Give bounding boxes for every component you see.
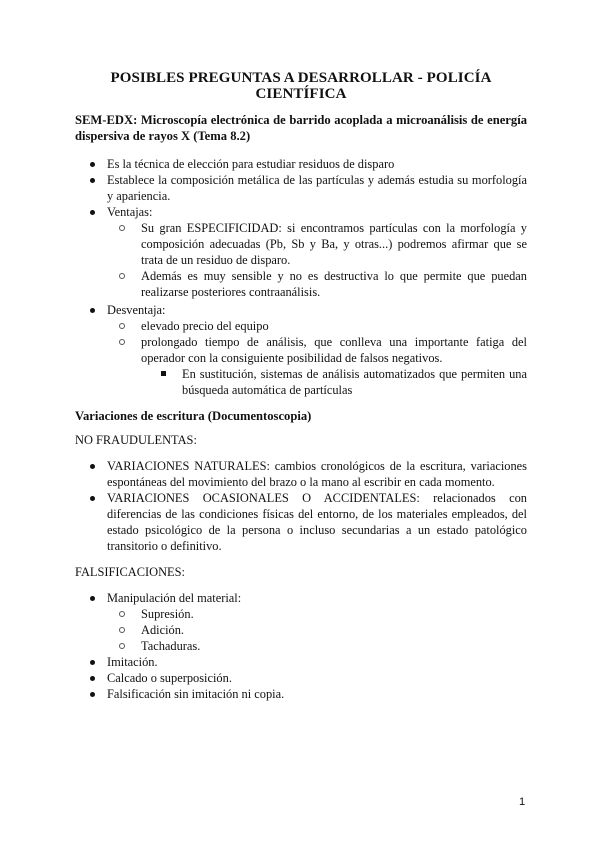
list-item <box>75 638 527 654</box>
list-item-text: Falsificación sin imitación ni copia. <box>107 687 285 701</box>
no-fraud-list <box>75 458 527 554</box>
list-item <box>75 622 527 638</box>
list-item <box>75 334 527 366</box>
list-item-text: Ventajas: <box>107 205 153 219</box>
sem-list <box>75 156 527 398</box>
list-item-text: Su gran ESPECIFICIDAD: si encontramos partículas con la morfología y composición adecuadas (Pb, Sb y Ba, y otras...) podremos afirmar que se trata de un residuo de disparo. <box>141 221 527 267</box>
bullet-icon <box>90 496 95 501</box>
list-item-text: VARIACIONES NATURALES: cambios cronológicos de la escritura, variaciones espontáneas del movimiento del brazo o la mano al escribir en cada momento. <box>107 459 527 489</box>
bullet-icon <box>90 660 95 665</box>
circle-bullet-icon <box>119 273 125 279</box>
list-item <box>75 490 527 554</box>
section-heading-variaciones: Variaciones de escritura (Documentoscopia) <box>75 409 312 423</box>
list-item <box>75 302 527 318</box>
list-item-text: Imitación. <box>107 655 158 669</box>
subheading-falsificaciones: FALSIFICACIONES: <box>75 565 185 579</box>
circle-bullet-icon <box>119 323 125 329</box>
page-title: POSIBLES PREGUNTAS A DESARROLLAR - POLICÍA CIENTÍFICA <box>110 70 492 102</box>
list-item <box>75 156 527 172</box>
list-item-text: En sustitución, sistemas de análisis automatizados que permiten una búsqueda automática de partículas <box>182 367 527 397</box>
bullet-icon <box>90 692 95 697</box>
section-heading-sem-edx: SEM-EDX: Microscopía electrónica de barrido acoplada a microanálisis de energía dispersiva de rayos X (Tema 8.2) <box>75 113 527 143</box>
list-item-text: Desventaja: <box>107 303 166 317</box>
list-item <box>75 458 527 490</box>
circle-bullet-icon <box>119 611 125 617</box>
square-bullet-icon <box>161 371 166 376</box>
list-item <box>75 220 527 268</box>
list-item <box>75 204 527 220</box>
list-item-text: Supresión. <box>141 607 194 621</box>
bullet-icon <box>90 676 95 681</box>
list-item <box>75 318 527 334</box>
bullet-icon <box>90 178 95 183</box>
list-item-text: elevado precio del equipo <box>141 319 269 333</box>
list-item <box>75 590 527 606</box>
list-item-text: Tachaduras. <box>141 639 201 653</box>
list-item-text: prolongado tiempo de análisis, que conlleva una importante fatiga del operador con la consiguiente posibilidad de falsos negativos. <box>141 335 527 365</box>
list-item-text: Además es muy sensible y no es destructiva lo que permite que puedan realizarse posteriores contraanálisis. <box>141 269 527 299</box>
list-item-text: Manipulación del material: <box>107 591 242 605</box>
list-item <box>75 366 527 398</box>
page-number: 1 <box>519 796 526 808</box>
list-item <box>75 606 527 622</box>
circle-bullet-icon <box>119 627 125 633</box>
bullet-icon <box>90 596 95 601</box>
bullet-icon <box>90 464 95 469</box>
bullet-icon <box>90 210 95 215</box>
bullet-icon <box>90 308 95 313</box>
subheading-no-fraudulentas: NO FRAUDULENTAS: <box>75 433 197 447</box>
circle-bullet-icon <box>119 225 125 231</box>
list-item-text: Calcado o superposición. <box>107 671 232 685</box>
list-item <box>75 268 527 300</box>
falsif-list <box>75 590 527 702</box>
list-item-text: Es la técnica de elección para estudiar residuos de disparo <box>107 157 395 171</box>
list-item <box>75 172 527 204</box>
list-item-text: Adición. <box>141 623 185 637</box>
list-item <box>75 686 527 702</box>
bullet-icon <box>90 162 95 167</box>
list-item <box>75 654 527 670</box>
circle-bullet-icon <box>119 339 125 345</box>
document-page <box>75 70 527 702</box>
circle-bullet-icon <box>119 643 125 649</box>
list-item-text: Establece la composición metálica de las partículas y además estudia su morfología y apariencia. <box>107 173 527 203</box>
list-item-text: VARIACIONES OCASIONALES O ACCIDENTALES: relacionados con diferencias de las condiciones físicas del entorno, de los materiales empleados, del estado psicológico de la persona o incluso secundarias a un estado patológico transitorio o definitivo. <box>107 491 527 553</box>
list-item <box>75 670 527 686</box>
